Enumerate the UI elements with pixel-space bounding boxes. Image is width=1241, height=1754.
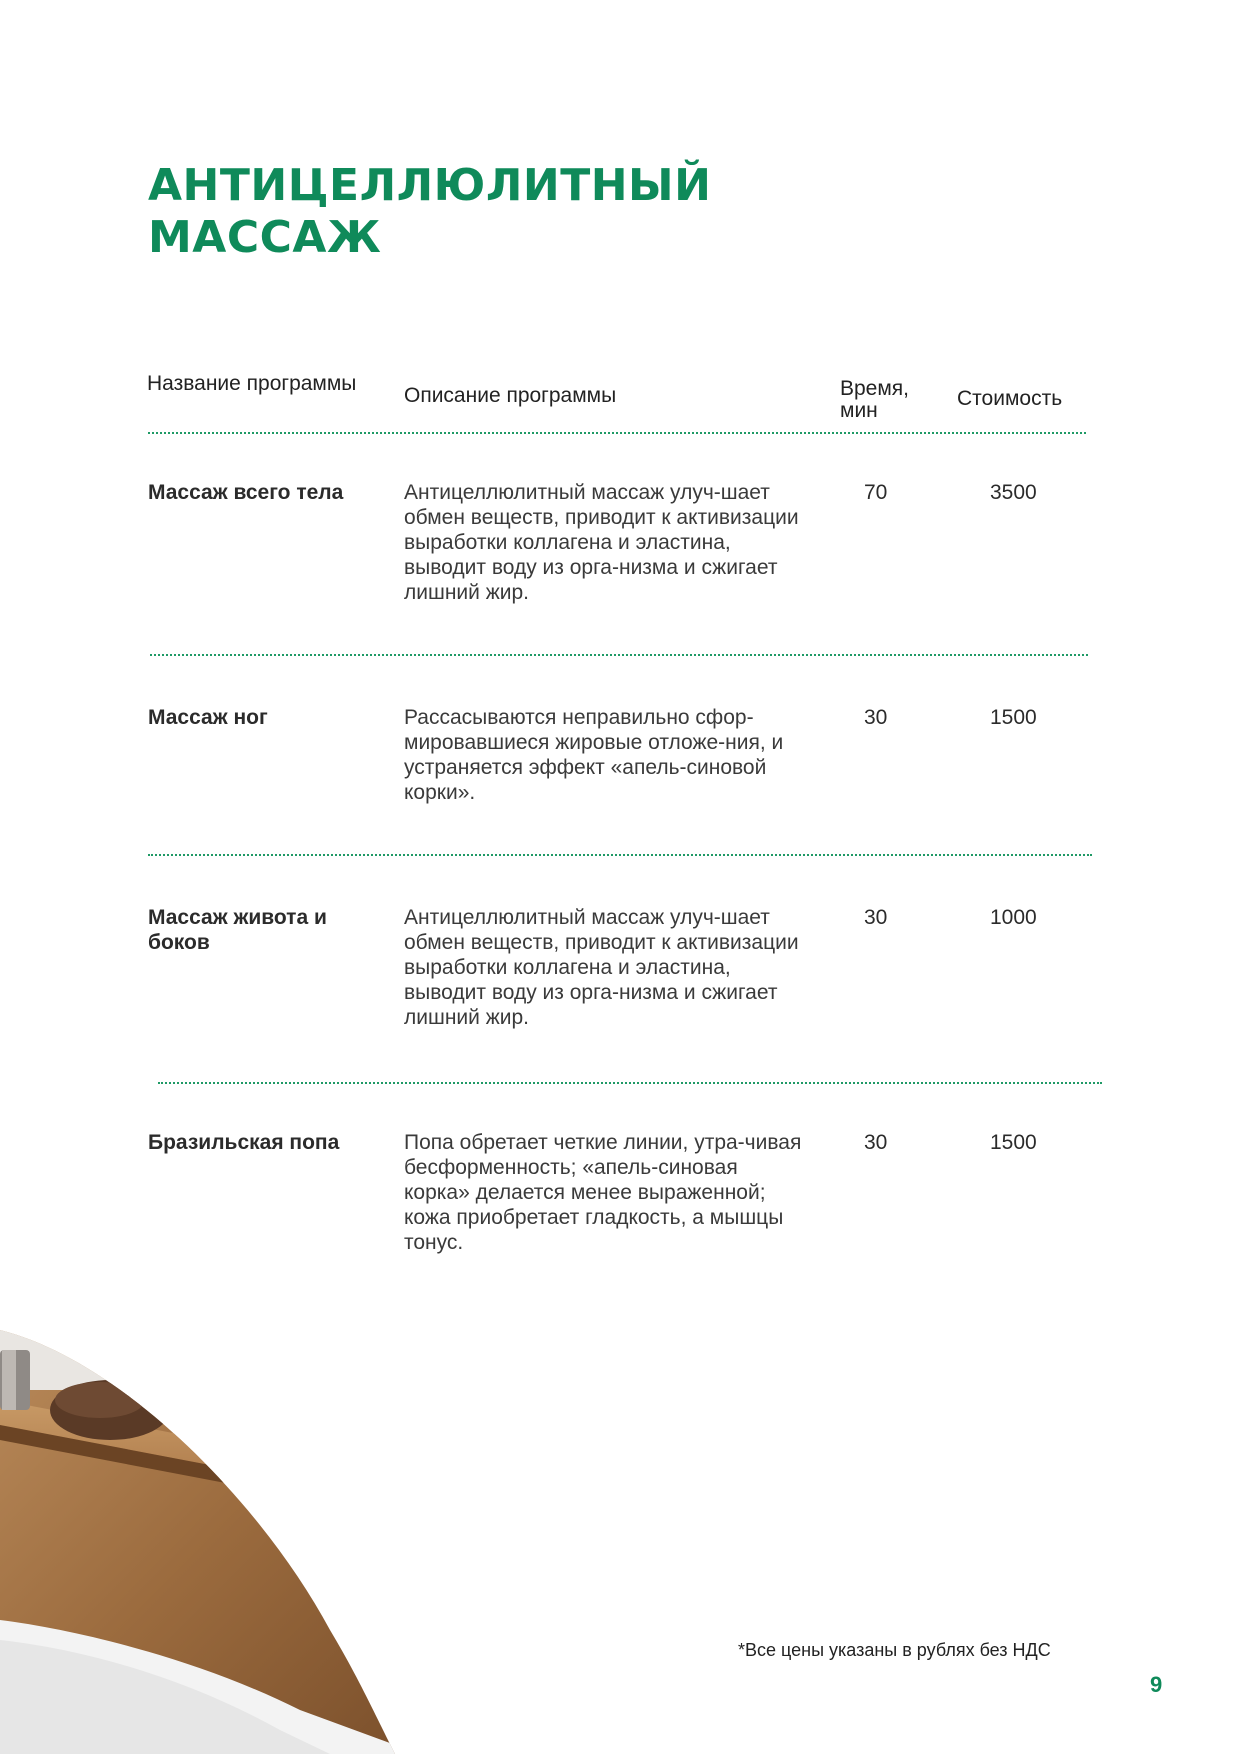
page-number: 9 <box>1150 1672 1163 1697</box>
program-time: 30 <box>864 706 888 729</box>
program-time: 30 <box>864 1131 888 1154</box>
row-divider <box>148 854 1092 856</box>
column-header-price: Стоимость <box>957 387 1063 410</box>
row-divider <box>158 1082 1102 1084</box>
column-header-name: Название программы <box>147 372 357 395</box>
program-description: Рассасываются неправильно сфор-мировавшиеся жировые отложе-ния, и устраняется эффект «апель-синовой корки». <box>404 706 784 804</box>
footnote: *Все цены указаны в рублях без НДС <box>738 1640 1051 1660</box>
program-price: 1500 <box>990 1131 1037 1154</box>
page-title-line2: МАССАЖ <box>148 212 382 263</box>
column-header-description: Описание программы <box>404 384 617 407</box>
program-name: Массаж ног <box>148 706 268 729</box>
program-time: 30 <box>864 906 888 929</box>
program-description: Антицеллюлитный массаж улуч-шает обмен веществ, приводит к активизации выработки коллагена и эластина, выводит воду из орга-низма и сжигает лишний жир. <box>404 481 799 604</box>
page-title <box>148 160 711 264</box>
program-price: 1500 <box>990 706 1037 729</box>
program-name: Массаж живота и боков <box>148 906 327 954</box>
column-header-time: Время, мин <box>840 377 910 422</box>
program-name: Бразильская попа <box>148 1131 340 1154</box>
row-divider <box>150 654 1088 656</box>
program-description: Попа обретает четкие линии, утра-чивая бесформенность; «апель-синовая корка» делается менее выраженной; кожа приобретает гладкость, а мышцы тонус. <box>404 1131 802 1254</box>
program-description: Антицеллюлитный массаж улуч-шает обмен веществ, приводит к активизации выработки коллагена и эластина, выводит воду из орга-низма и сжигает лишний жир. <box>404 906 799 1029</box>
program-price: 3500 <box>990 481 1037 504</box>
page-title-line1: АНТИЦЕЛЛЮЛИТНЫЙ <box>148 160 712 211</box>
spa-photo-image <box>0 1330 420 1754</box>
program-name: Массаж всего тела <box>148 481 344 504</box>
header-divider <box>148 432 1086 434</box>
program-price: 1000 <box>990 906 1037 929</box>
program-time: 70 <box>864 481 888 504</box>
